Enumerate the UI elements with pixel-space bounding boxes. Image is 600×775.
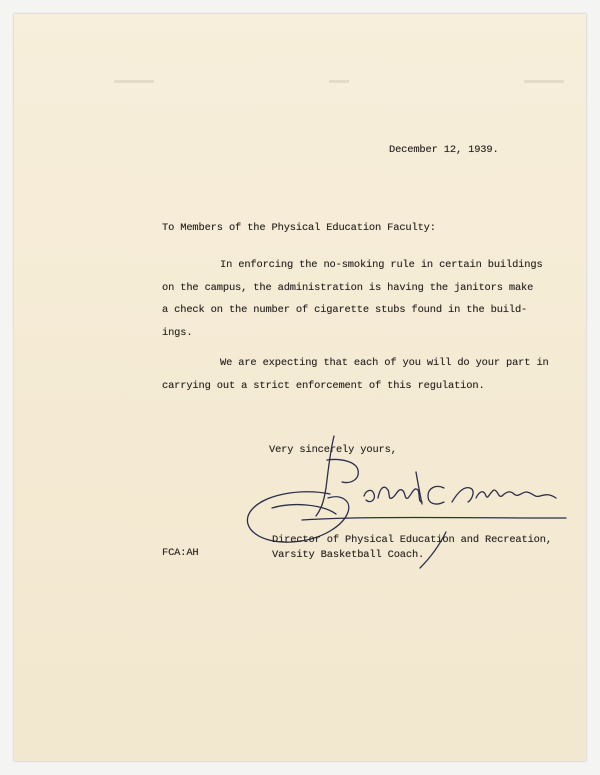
paragraph-2-line: We are expecting that each of you will do your part in [220, 357, 549, 369]
paragraph-2-line: carrying out a strict enforcement of this regulation. [162, 379, 485, 392]
signature-stroke [327, 459, 358, 482]
paragraph-1 [162, 254, 543, 344]
reference-initials: FCA:AH [162, 547, 199, 559]
salutation: To Members of the Physical Education Faculty: [162, 222, 436, 234]
signature-stroke [272, 505, 336, 514]
letter-page [14, 14, 586, 761]
signature-stroke [428, 486, 444, 504]
paragraph-1-line: In enforcing the no-smoking rule in certain buildings [220, 259, 543, 271]
paragraph-1-line: ings. [162, 326, 193, 339]
signer-title-line-1: Director of Physical Education and Recreation, [272, 534, 552, 546]
signature-stroke [316, 436, 334, 516]
letter-date: December 12, 1939. [389, 144, 499, 156]
signature-stroke [364, 487, 422, 502]
paragraph-1-line: a check on the number of cigarette stubs found in the build- [162, 304, 528, 317]
signature-stroke [452, 488, 556, 502]
paragraph-2 [162, 352, 549, 397]
paragraph-1-line: on the campus, the administration is having the janitors make [162, 281, 534, 294]
signature-stroke [302, 518, 566, 521]
closing: Very sincerely yours, [269, 444, 397, 456]
faint-header-marks [114, 80, 574, 86]
signer-title-line-2: Varsity Basketball Coach. [272, 549, 425, 561]
